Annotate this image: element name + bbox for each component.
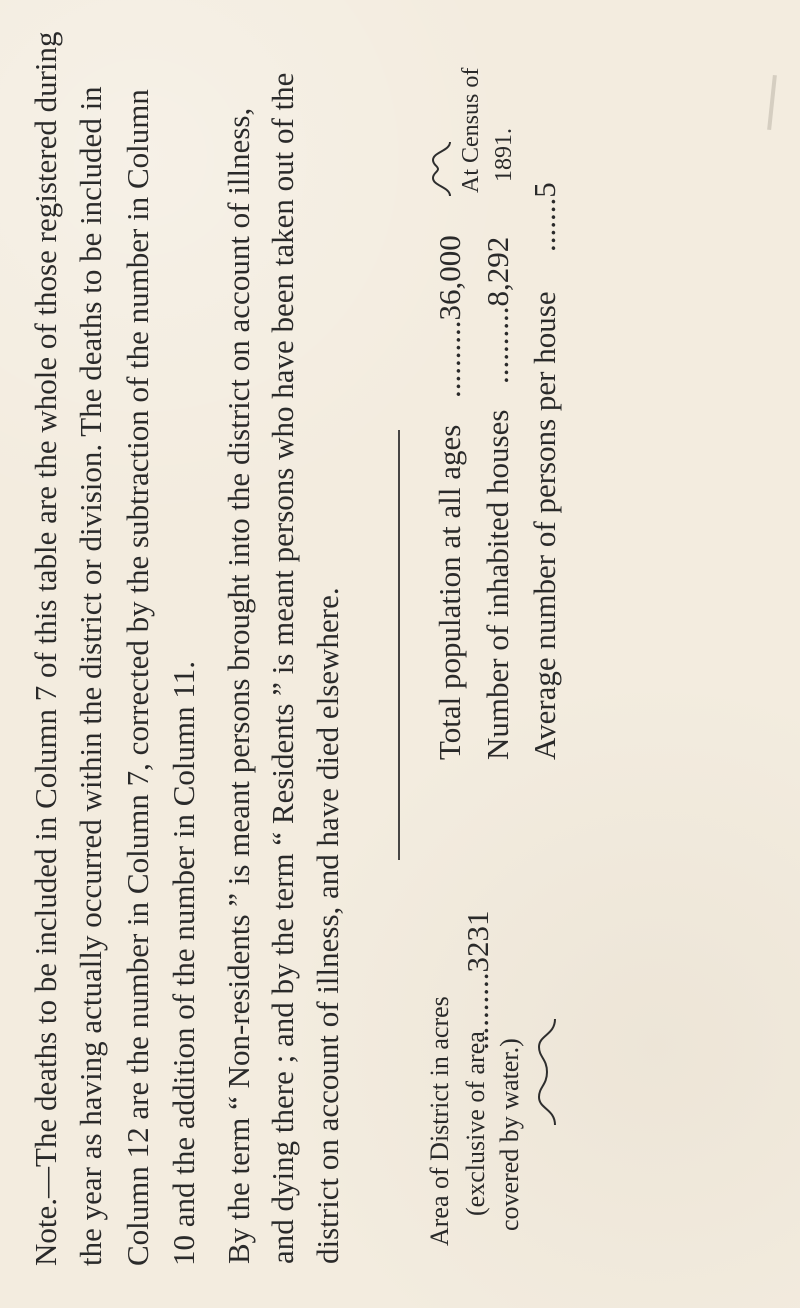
census-year: 1891.: [491, 128, 517, 182]
note-line-4: 10 and the addition of the number in Column 11.: [166, 661, 201, 1266]
paper-mark: [767, 75, 777, 130]
average-persons-value: .......5: [527, 182, 562, 252]
inhabited-houses-value: ..........8,292: [480, 236, 515, 384]
average-persons-label: Average number of persons per house: [527, 291, 562, 760]
definition-line-3: district on account of illness, and have died elsewhere.: [310, 587, 345, 1264]
area-label-line-2: (exclusive of area: [461, 1031, 490, 1216]
area-label-line-3: covered by water.): [495, 1038, 524, 1231]
definition-line-2: and dying there ; and by the term “ Residents ” is meant persons who have been taken out of the: [265, 72, 300, 1264]
area-value: ..........3231: [460, 910, 495, 1050]
note-line-2: the year as having actually occurred within the district or division. The deaths to be included in: [73, 86, 108, 1266]
vertical-rule: [398, 430, 400, 860]
note-line-3: Column 12 are the number in Column 7, corrected by the subtraction of the number in Column: [120, 89, 155, 1266]
area-brace: [535, 1017, 561, 1127]
inhabited-houses-label: Number of inhabited houses: [480, 409, 515, 760]
definition-line-1: By the term “ Non-residents ” is meant persons brought into the district on account of illness,: [221, 107, 256, 1264]
note-line-1: Note.—The deaths to be included in Column 7 of this table are the whole of those registered during: [28, 31, 63, 1266]
census-label: At Census of: [458, 67, 484, 193]
census-brace: [428, 140, 454, 198]
total-population-label: Total population at all ages: [432, 424, 467, 760]
total-population-value: ..........36,000: [432, 235, 467, 398]
area-label-line-1: Area of District in acres: [425, 996, 454, 1246]
